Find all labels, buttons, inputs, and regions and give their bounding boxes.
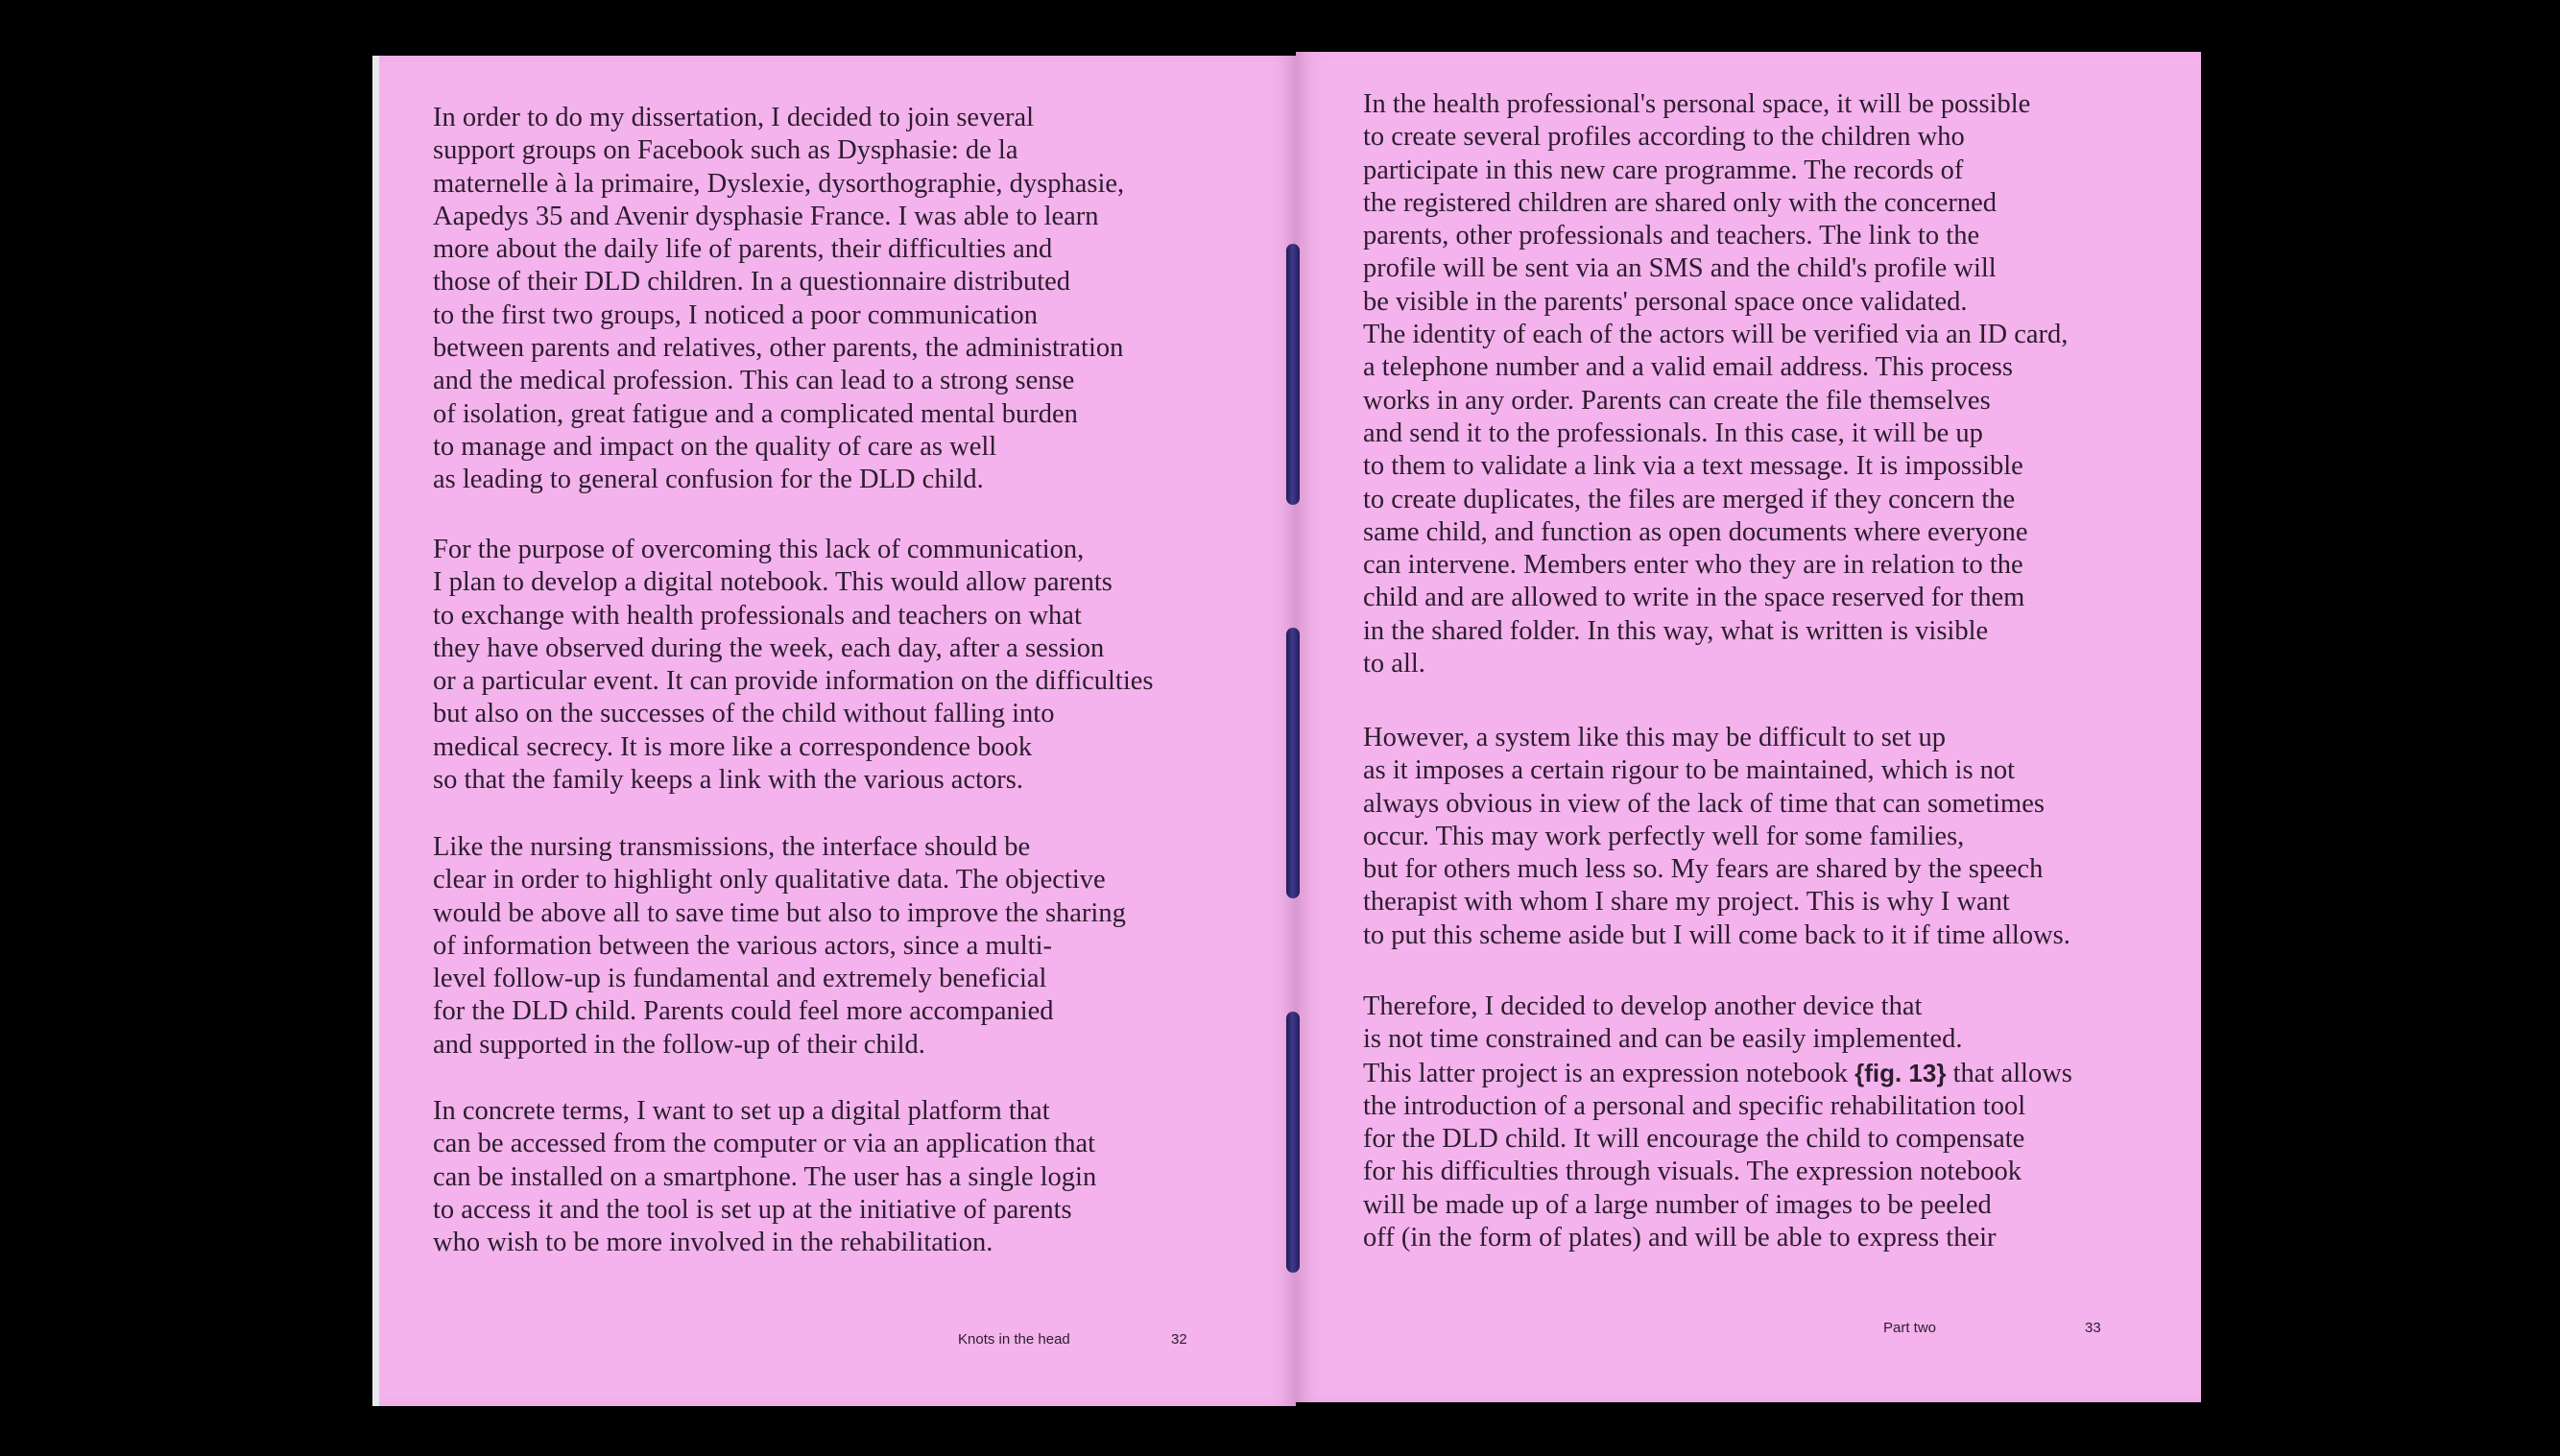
- text-line: occur. This may work perfectly well for some families,: [1363, 821, 1965, 851]
- text-line: profile will be sent via an SMS and the child's profile will: [1363, 253, 1997, 284]
- text-line: can be accessed from the computer or via an application that: [433, 1129, 1096, 1159]
- text-line: to put this scheme aside but I will come back to it if time allows.: [1363, 919, 2070, 950]
- left-body-text-3: [433, 831, 1201, 1062]
- text-line: to the first two groups, I noticed a poor communication: [433, 299, 1039, 330]
- text-line: medical secrecy. It is more like a correspondence book: [433, 731, 1033, 762]
- text-line: always obvious in view of the lack of time that can sometimes: [1363, 788, 2045, 819]
- running-footer-title: Knots in the head: [958, 1331, 1070, 1348]
- text-line-with-figure-ref: [1363, 1057, 2131, 1090]
- left-paragraph-2: [433, 534, 1201, 797]
- right-page: [1296, 52, 2201, 1402]
- left-body-text-4: [433, 1095, 1201, 1259]
- text-line: or a particular event. It can provide information on the difficulties: [433, 666, 1154, 697]
- left-body-text-2: [433, 534, 1201, 797]
- text-line: in the shared folder. In this way, what is written is visible: [1363, 615, 1989, 646]
- left-body-text: [433, 102, 1201, 497]
- text-line: same child, and function as open documents where everyone: [1363, 516, 2028, 547]
- text-line: for the DLD child. It will encourage the child to compensate: [1363, 1124, 2025, 1155]
- text-line: those of their DLD children. In a questionnaire distributed: [433, 267, 1071, 298]
- text-line: to manage and impact on the quality of care as well: [433, 431, 997, 462]
- text-line: but for others much less so. My fears are shared by the speech: [1363, 854, 2044, 885]
- text-line: a telephone number and a valid email address. This process: [1363, 352, 2013, 383]
- text-line: more about the daily life of parents, their difficulties and: [433, 234, 1053, 265]
- text-line: However, a system like this may be difficult to set up: [1363, 723, 1947, 752]
- binding-stitch-bottom: [1286, 1012, 1300, 1273]
- right-body-text-3: [1363, 991, 2131, 1254]
- text-line: Therefore, I decided to develop another device that: [1363, 991, 1923, 1021]
- text-fragment: that allows: [1946, 1058, 2072, 1088]
- text-line: level follow-up is fundamental and extremely beneficial: [433, 964, 1047, 994]
- text-line: maternelle à la primaire, Dyslexie, dysorthographie, dysphasie,: [433, 168, 1125, 199]
- figure-reference: {fig. 13}: [1854, 1058, 1947, 1087]
- right-body-text-2: [1363, 722, 2131, 952]
- text-line: as it imposes a certain rigour to be maintained, which is not: [1363, 755, 2016, 786]
- text-line: Like the nursing transmissions, the interface should be: [433, 832, 1031, 862]
- text-line: and send it to the professionals. In this case, it will be up: [1363, 418, 1983, 448]
- page-number: 32: [1171, 1331, 1187, 1348]
- text-line: so that the family keeps a link with the various actors.: [433, 765, 1023, 796]
- text-line: parents, other professionals and teachers. The link to the: [1363, 221, 1980, 251]
- text-line: Aapedys 35 and Avenir dysphasie France. I was able to learn: [433, 201, 1099, 231]
- binding-stitch-middle: [1286, 628, 1300, 898]
- text-line: participate in this new care programme. The records of: [1363, 155, 1964, 185]
- text-line: I plan to develop a digital notebook. This would allow parents: [433, 567, 1113, 598]
- text-line: child and are allowed to write in the space reserved for them: [1363, 583, 2025, 613]
- text-line: of information between the various actors, since a multi-: [433, 930, 1053, 961]
- left-paragraph-3: [433, 831, 1201, 1062]
- text-line: can be installed on a smartphone. The user has a single login: [433, 1161, 1097, 1192]
- text-line: will be made up of a large number of images to be peeled: [1363, 1189, 1992, 1220]
- right-paragraph-1: [1363, 88, 2131, 680]
- text-line: support groups on Facebook such as Dysphasie: de la: [433, 135, 1018, 166]
- text-line: and supported in the follow-up of their child.: [433, 1029, 925, 1060]
- text-line: who wish to be more involved in the rehabilitation.: [433, 1228, 993, 1258]
- text-line: to create several profiles according to the children who: [1363, 122, 1965, 153]
- left-paragraph-1: [433, 102, 1201, 497]
- page-number: 33: [2085, 1320, 2101, 1336]
- text-line: to create duplicates, the files are merged if they concern the: [1363, 484, 2016, 514]
- binding-stitch-top: [1286, 244, 1300, 505]
- running-footer-title: Part two: [1883, 1320, 1937, 1336]
- text-line: therapist with whom I share my project. This is why I want: [1363, 887, 2010, 918]
- text-line: to exchange with health professionals and teachers on what: [433, 600, 1082, 631]
- text-line: In concrete terms, I want to set up a digital platform that: [433, 1096, 1050, 1126]
- text-line: off (in the form of plates) and will be able to express their: [1363, 1223, 1997, 1253]
- text-line: be visible in the parents' personal space once validated.: [1363, 286, 1968, 317]
- right-paragraph-2: [1363, 722, 2131, 952]
- text-line: For the purpose of overcoming this lack of communication,: [433, 535, 1085, 564]
- right-paragraph-3: [1363, 991, 2131, 1254]
- text-line: would be above all to save time but also to improve the sharing: [433, 897, 1126, 928]
- text-line: to access it and the tool is set up at the initiative of parents: [433, 1194, 1072, 1225]
- text-line: clear in order to highlight only qualitative data. The objective: [433, 865, 1106, 895]
- text-line: to all.: [1363, 649, 1425, 680]
- text-line: the registered children are shared only with the concerned: [1363, 187, 1997, 218]
- text-line: In order to do my dissertation, I decided to join several: [433, 103, 1035, 132]
- right-body-text: [1363, 88, 2131, 680]
- text-line: is not time constrained and can be easily implemented.: [1363, 1024, 1963, 1055]
- text-line: In the health professional's personal space, it will be possible: [1363, 89, 2031, 119]
- left-page: [372, 56, 1296, 1406]
- text-fragment: This latter project is an expression notebook: [1363, 1058, 1855, 1088]
- text-line: between parents and relatives, other parents, the administration: [433, 333, 1124, 364]
- text-line: The identity of each of the actors will be verified via an ID card,: [1363, 320, 2069, 350]
- text-line: to them to validate a link via a text message. It is impossible: [1363, 451, 2023, 482]
- text-line: as leading to general confusion for the DLD child.: [433, 465, 984, 495]
- text-line: the introduction of a personal and specific rehabilitation tool: [1363, 1090, 2026, 1121]
- book-spread: [372, 56, 2201, 1406]
- text-line: of isolation, great fatigue and a complicated mental burden: [433, 398, 1078, 429]
- left-paragraph-4: [433, 1095, 1201, 1259]
- text-line: can intervene. Members enter who they are in relation to the: [1363, 550, 2023, 581]
- text-line: but also on the successes of the child without falling into: [433, 699, 1055, 729]
- text-line: and the medical profession. This can lead to a strong sense: [433, 366, 1075, 396]
- text-line: for his difficulties through visuals. The expression notebook: [1363, 1157, 2022, 1187]
- text-line: they have observed during the week, each day, after a session: [433, 633, 1105, 663]
- text-line: works in any order. Parents can create the file themselves: [1363, 385, 1991, 416]
- text-line: for the DLD child. Parents could feel more accompanied: [433, 996, 1054, 1027]
